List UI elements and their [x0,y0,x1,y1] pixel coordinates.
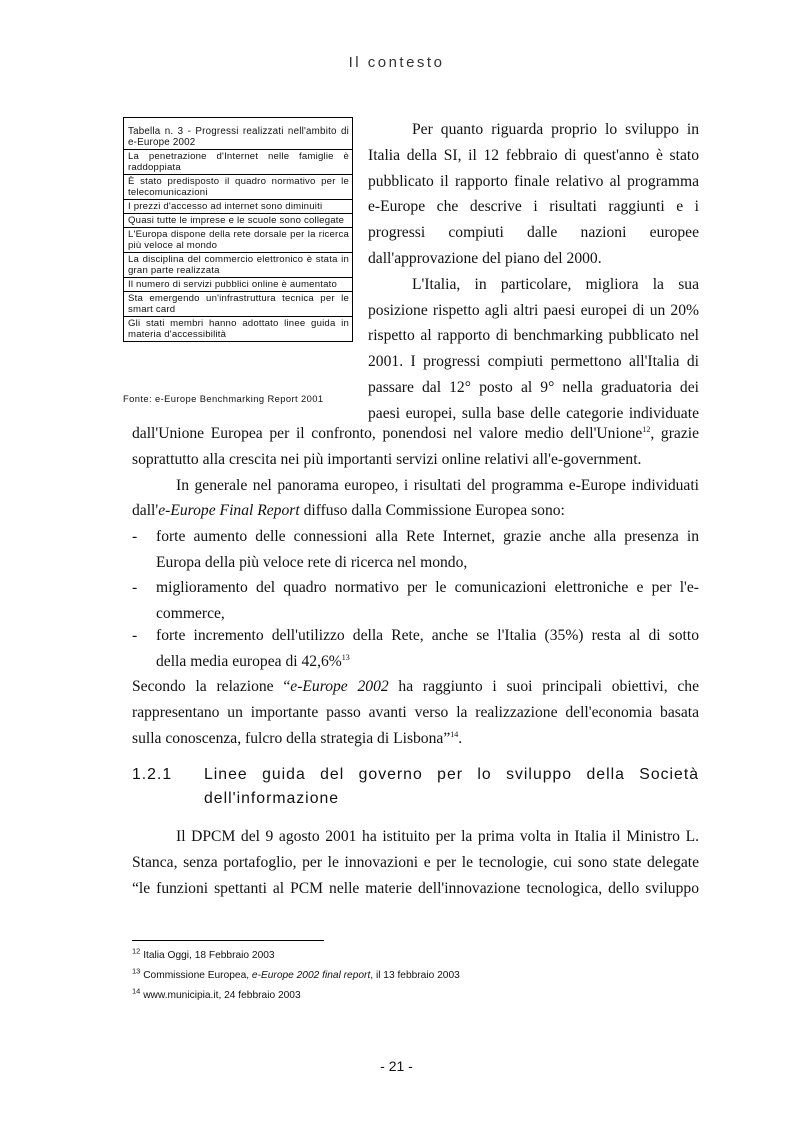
table-row: È stato predisposto il quadro normativo per le telecomunicazioni [124,175,352,200]
text-line: Stanca, senza portafoglio, per le innovazioni e per le tecnologie, cui sono state delegate [132,853,699,871]
text-line: Il DPCM del 9 agosto 2001 ha istituito per la prima volta in Italia il Ministro L. [176,828,699,845]
table-caption: Tabella n. 3 - Progressi realizzati nell'ambito di e-Europe 2002 [124,118,352,150]
text-line: progressi compiuti dalle nazioni europee [368,224,699,242]
table-row: Quasi tutte le imprese e le scuole sono collegate [124,214,352,228]
text-line: posizione rispetto agli altri paesi europei di un 20% [368,301,699,319]
text-line: soprattutto alla crescita nei più importanti servizi online relativi all'e-government. [132,450,642,468]
text-line: rappresentano un importante passo avanti verso la realizzazione dell'economia basata [132,703,699,721]
footnote-ref[interactable]: 14 [450,729,459,739]
text-line: e-Europe che descrive i risultati raggiunti e i [368,198,699,216]
section-number: 1.2.1 [132,766,173,783]
text-line: Secondo la relazione “e-Europe 2002 ha raggiunto i suoi principali obiettivi, che [132,678,700,695]
text-line: sulla conoscenza, fulcro della strategia di Lisbona”$^{14}$. [132,729,463,747]
text-line: dall'approvazione del piano del 2000. [368,249,602,267]
text-line: paesi europei, sulla base delle categorie individuate [368,404,699,422]
table-row: Sta emergendo un'infrastruttura tecnica per le smart card [124,292,352,317]
section-title-line: dell'informazione [204,790,340,807]
page-number: - 21 - [380,1058,413,1074]
table-row: I prezzi d'accesso ad internet sono diminuiti [124,200,352,214]
footnote-divider [132,940,324,941]
text-line: 2001. I progressi compiuti permettono all'Italia di [368,353,699,371]
text-line: L'Italia, in particolare, migliora la sua [412,275,699,293]
text-line: rispetto al rapporto di benchmarking pubblicato nel [368,327,699,345]
text-line: “le funzioni spettanti al PCM nelle materie dell'innovazione tecnologica, dello sviluppo [132,879,699,897]
table-row: L'Europa dispone della rete dorsale per la ricerca più veloce al mondo [124,228,352,253]
text-line: dall'Unione Europea per il confronto, ponendosi nel valore medio dell'Unione$^{12}$, grazie [132,424,699,442]
conclusion-paragraph [132,674,699,751]
progress-table [123,117,353,342]
text-line: passare dal 12° posto al 9° nella graduatoria dei [368,378,699,396]
section-title-line: Linee guida del governo per lo sviluppo della Società [204,766,699,783]
footnote: $^{14}$ www.municipia.it, 24 febbraio 2003 [132,986,301,1001]
intro-paragraphs [368,117,699,427]
table-row: La penetrazione d'Internet nelle famiglie è raddoppiata [124,150,352,175]
footnote-ref[interactable]: 13 [341,652,350,662]
final-paragraph [132,824,699,901]
text-line: Italia della SI, il 12 febbraio di quest'anno è stato [368,146,699,164]
footnote-ref[interactable]: 12 [642,424,651,434]
footnote: $^{12}$ Italia Oggi, 18 Febbraio 2003 [132,946,275,961]
table-row: Gli stati membri hanno adottato linee guida in materia d'accessibilità [124,317,352,342]
text-line: In generale nel panorama europeo, i risultati del programma e-Europe individuati [176,476,699,494]
table-source: Fonte: e-Europe Benchmarking Report 2001 [123,393,324,404]
text-line: pubblicato il rapporto finale relativo al programma [368,172,699,190]
footnote: $^{13}$ Commissione Europea, e-Europe 2002 final report, il 13 febbraio 2003 [132,966,460,981]
page-header: Il contesto [348,54,445,71]
main-text [132,421,699,524]
table-row: La disciplina del commercio elettronico è stata in gran parte realizzata [124,253,352,278]
text-line: Per quanto riguarda proprio lo sviluppo in [412,121,699,138]
text-line: dall'e-Europe Final Report diffuso dalla Commissione Europea sono: [132,502,565,520]
table-row: Il numero di servizi pubblici online è aumentato [124,278,352,292]
